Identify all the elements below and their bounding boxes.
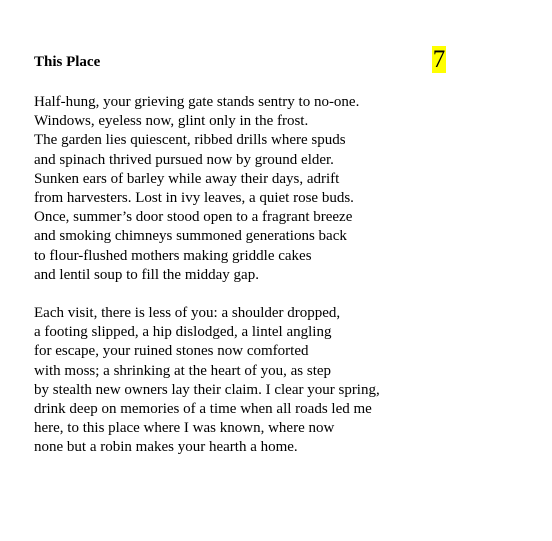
stanza-2 xyxy=(34,304,380,458)
poem-line: none but a robin makes your hearth a home. xyxy=(34,439,298,456)
poem-line: to flour-flushed mothers making griddle cakes xyxy=(34,247,312,264)
poem-line: drink deep on memories of a time when all roads led me xyxy=(34,400,372,417)
poem-line: Once, summer’s door stood open to a fragrant breeze xyxy=(34,209,353,226)
poem-line: here, to this place where I was known, where now xyxy=(34,420,335,437)
poem-line: for escape, your ruined stones now comforted xyxy=(34,343,309,360)
poem-line: and lentil soup to fill the midday gap. xyxy=(34,266,259,283)
poem-line: Sunken ears of barley while away their days, adrift xyxy=(34,170,340,187)
poem-line: The garden lies quiescent, ribbed drills where spuds xyxy=(34,132,346,149)
poem-line: Windows, eyeless now, glint only in the frost. xyxy=(34,113,309,130)
poem-line: by stealth new owners lay their claim. I clear your spring, xyxy=(34,381,380,398)
poem-line: and spinach thrived pursued now by ground elder. xyxy=(34,151,334,168)
stanza-1 xyxy=(34,93,359,285)
poem-line: from harvesters. Lost in ivy leaves, a quiet rose buds. xyxy=(34,189,354,206)
poem-line: with moss; a shrinking at the heart of you, as step xyxy=(34,362,332,379)
page-number-badge: 7 xyxy=(432,46,446,73)
poem-title: This Place xyxy=(34,54,101,70)
poem-line: and smoking chimneys summoned generations back xyxy=(34,228,347,245)
poem-line: Each visit, there is less of you: a shoulder dropped, xyxy=(34,305,341,321)
poem-line: Half-hung, your grieving gate stands sentry to no-one. xyxy=(34,94,360,110)
poem-line: a footing slipped, a hip dislodged, a lintel angling xyxy=(34,324,332,341)
